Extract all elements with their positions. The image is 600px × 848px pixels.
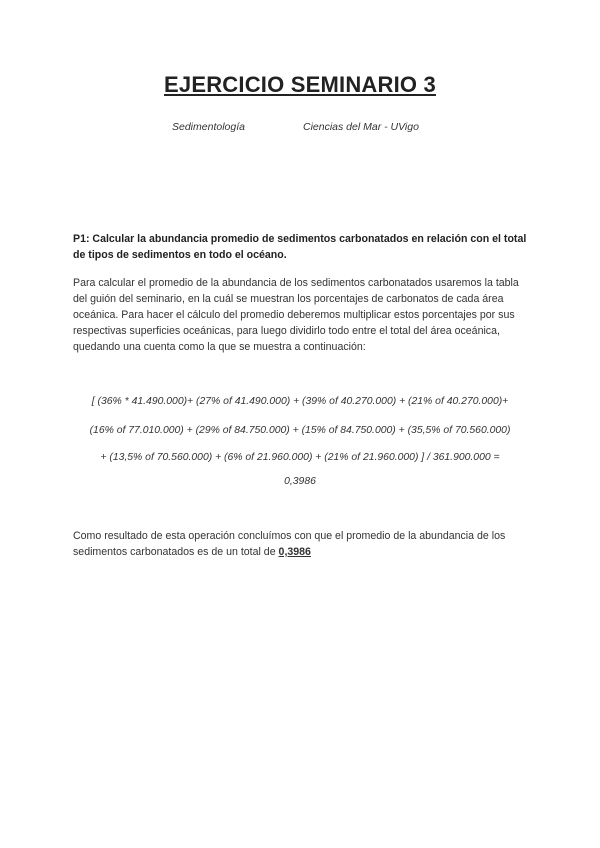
question-heading: P1: Calcular la abundancia promedio de sedimentos carbonatados en relación con el total de tipos de sedimentos en todo el océano. bbox=[73, 233, 527, 261]
institution-label: Ciencias del Mar - UVigo bbox=[303, 121, 419, 133]
subject-label: Sedimentología bbox=[172, 121, 245, 133]
conclusion-text: Como resultado de esta operación concluímos con que el promedio de la abundancia de los sedimentos carbonatados es de un total de bbox=[73, 530, 506, 558]
formula-line-2: (16% of 77.010.000) + (29% of 84.750.000) + (15% of 84.750.000) + (35,5% of 70.560.000) bbox=[89, 425, 511, 436]
conclusion-value: 0,3986 bbox=[278, 546, 311, 558]
formula-line-1: [ (36% * 41.490.000)+ (27% of 41.490.000) + (39% of 40.270.000) + (21% of 40.270.000)+ bbox=[91, 396, 509, 407]
formula-line-3: + (13,5% of 70.560.000) + (6% of 21.960.000) + (21% of 21.960.000) ] / 361.900.000 = bbox=[100, 452, 500, 463]
formula-result-line: 0,3986 bbox=[284, 476, 316, 487]
explanation-paragraph: Para calcular el promedio de la abundancia de los sedimentos carbonatados usaremos la tabla del guión del seminario, en la cuál se muestran los porcentajes de carbonatos de cada área oceánica. Para hacer el cálculo del promedio deberemos multiplicar estos porcentajes por sus respectivas superficies oceánicas, para luego dividirlo todo entre el total del área oceánica, quedando una cuenta como la que se muestra a continuación: bbox=[73, 277, 519, 353]
page-title: EJERCICIO SEMINARIO 3 bbox=[164, 72, 436, 97]
conclusion-paragraph bbox=[73, 528, 531, 560]
